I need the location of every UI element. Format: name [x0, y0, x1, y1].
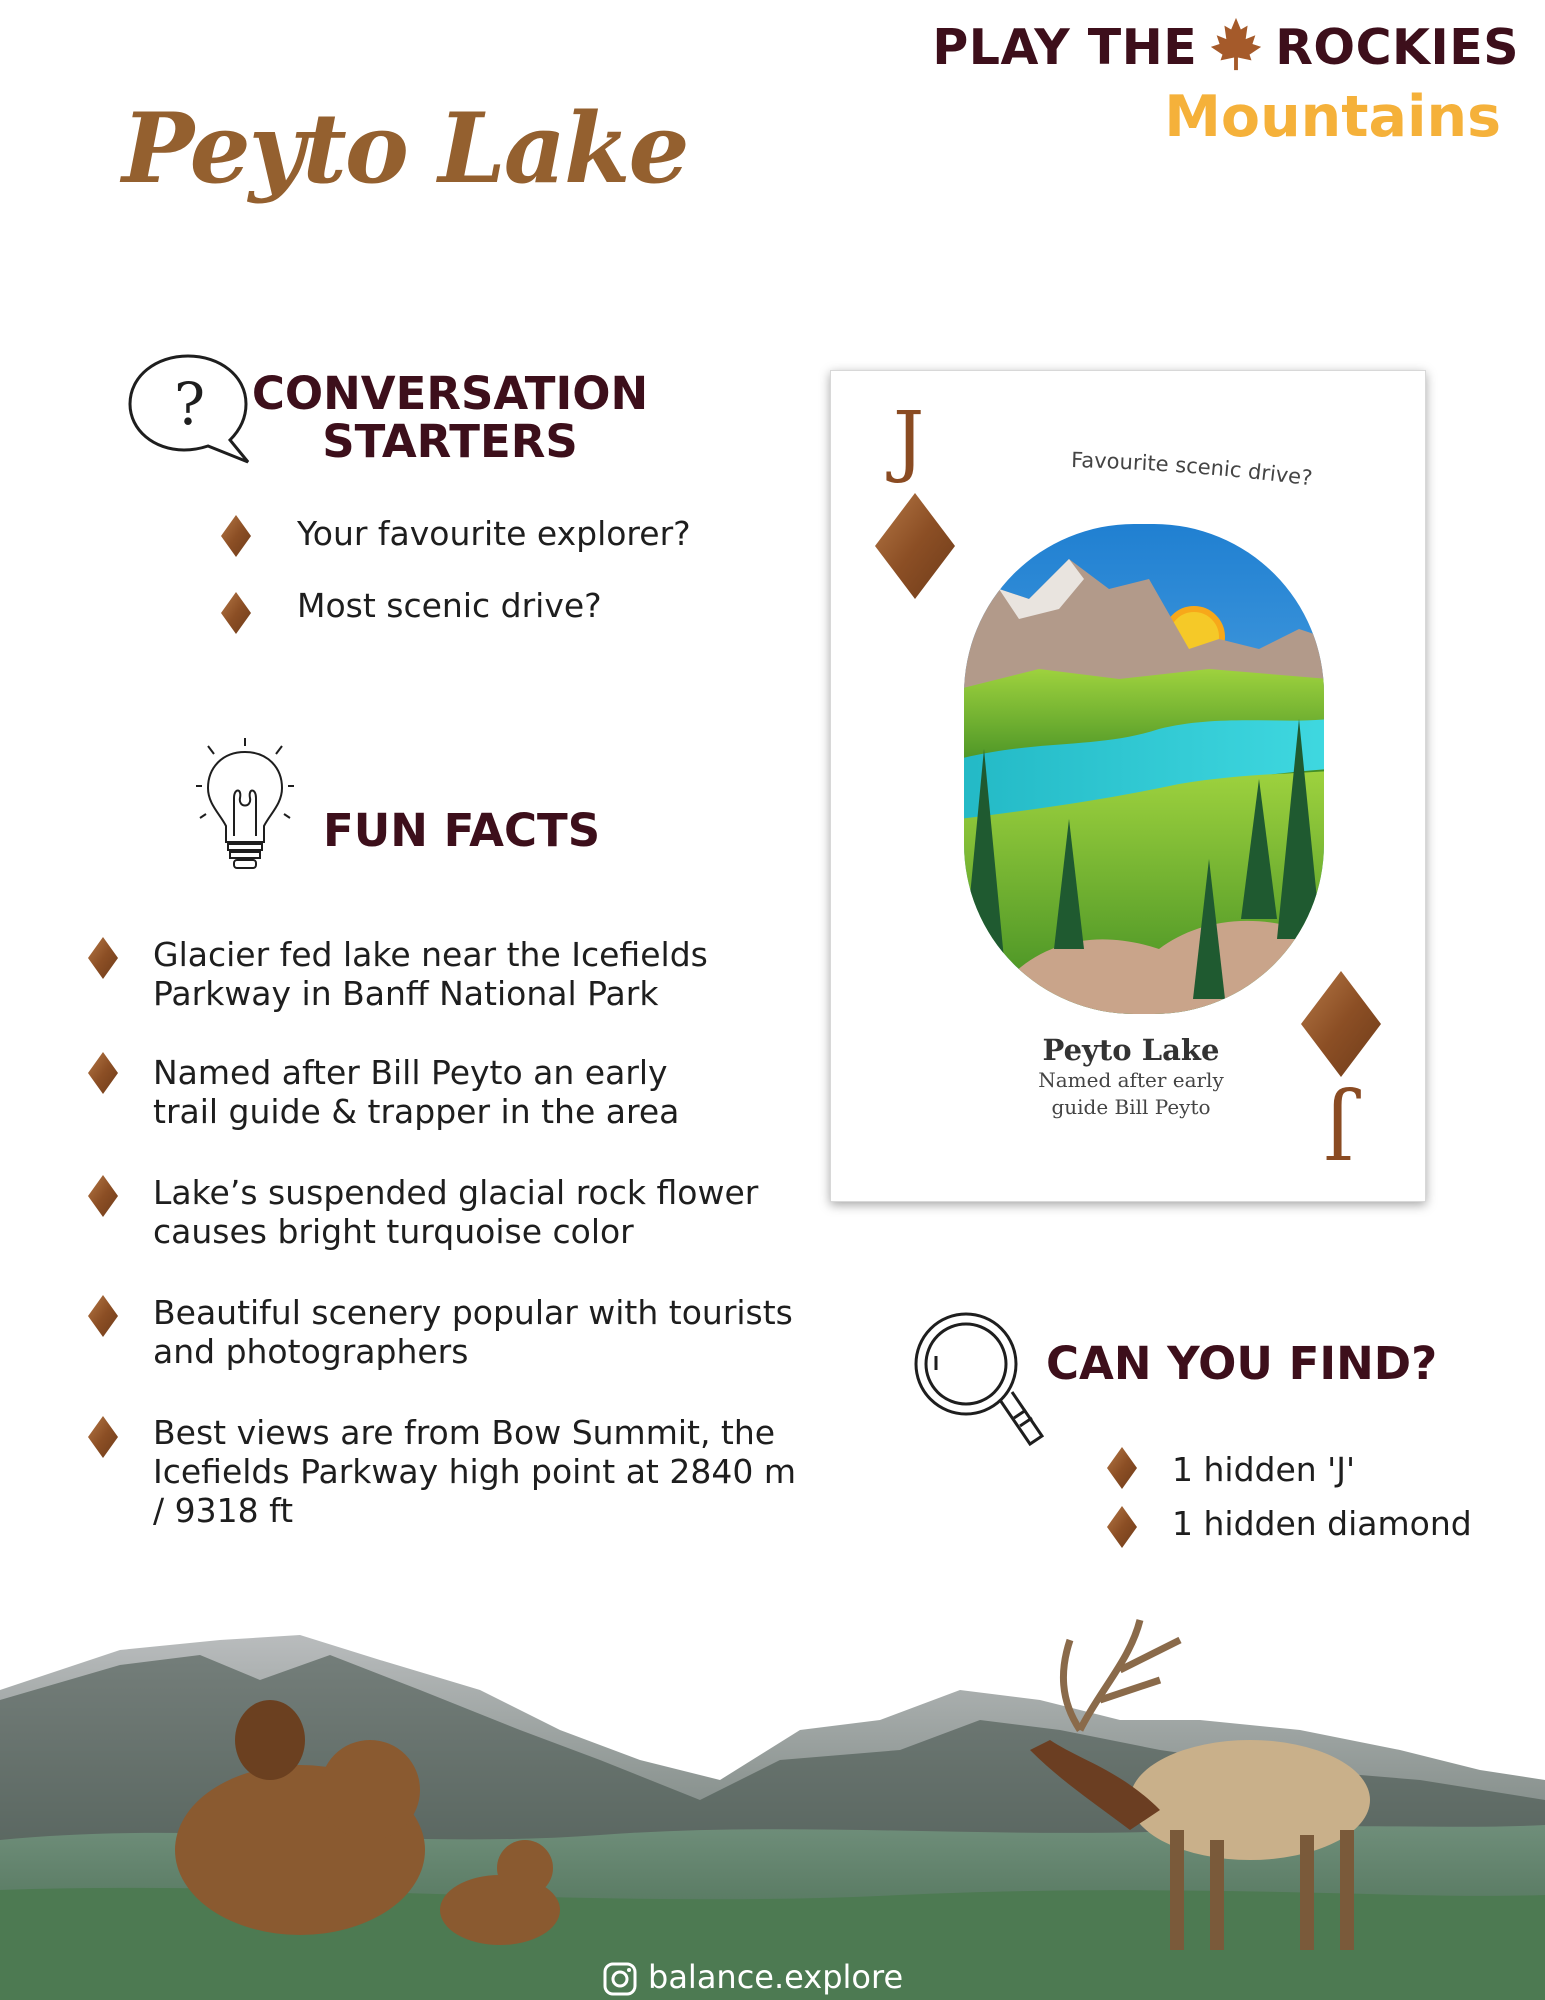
list-item: 1 hidden 'J': [1172, 1450, 1356, 1489]
page-title: Peyto Lake: [122, 92, 688, 205]
diamond-bullet-icon: [1107, 1506, 1137, 1548]
instagram-handle[interactable]: balance.explore: [648, 1958, 904, 1996]
card-rank-top: J: [893, 396, 925, 486]
brand-subtitle: Mountains: [1164, 84, 1501, 150]
diamond-bullet-icon: [88, 1052, 118, 1094]
diamond-bullet-icon: [88, 1416, 118, 1458]
list-item-line: Parkway in Banff National Park: [153, 974, 659, 1013]
list-item: [153, 1053, 679, 1131]
list-item-line: Glacier fed lake near the Icefields: [153, 935, 708, 974]
diamond-bullet-icon: [1107, 1447, 1137, 1489]
list-item-line: Best views are from Bow Summit, the: [153, 1413, 776, 1452]
lightbulb-icon: [196, 738, 294, 878]
list-item-line: Named after Bill Peyto an early: [153, 1053, 668, 1092]
card-caption-line: guide Bill Peyto: [1051, 1095, 1211, 1119]
brand-title: [919, 14, 1519, 76]
speech-bubble-question-icon: [126, 350, 260, 466]
find-heading: CAN YOU FIND?: [1046, 1337, 1438, 1390]
card-name: Peyto Lake: [1042, 1033, 1220, 1067]
diamond-bullet-icon: [88, 937, 118, 979]
list-item: Your favourite explorer?: [297, 514, 691, 553]
list-item-line: Beautiful scenery popular with tourists: [153, 1293, 793, 1332]
brand-right: ROCKIES: [1275, 19, 1519, 76]
svg-text:Favourite scenic drive?: Favourite scenic drive?: [1070, 448, 1314, 491]
card-rank-bottom: J: [1323, 1084, 1355, 1174]
list-item: Most scenic drive?: [297, 586, 602, 625]
list-item-line: trail guide & trapper in the area: [153, 1092, 680, 1131]
diamond-bullet-icon: [88, 1175, 118, 1217]
list-item: [153, 935, 708, 1013]
card-caption-line: Named after early: [1038, 1068, 1224, 1092]
list-item: [153, 1293, 793, 1371]
instagram-icon[interactable]: [603, 1962, 637, 1996]
playing-card: [830, 370, 1426, 1202]
conversation-heading-line2: STARTERS: [322, 415, 578, 468]
diamond-suit-icon: [875, 493, 955, 599]
footer-bar: [0, 1954, 1545, 2000]
list-item-line: Lake’s suspended glacial rock flower: [153, 1173, 759, 1212]
list-item: [153, 1413, 796, 1530]
lake-landscape-illustration: [959, 519, 1329, 1019]
diamond-suit-icon: [1301, 971, 1381, 1077]
diamond-bullet-icon: [221, 515, 251, 557]
diamond-bullet-icon: [88, 1295, 118, 1337]
card-caption: [981, 1033, 1281, 1121]
diamond-bullet-icon: [221, 592, 251, 634]
conversation-heading-line1: CONVERSATION: [251, 367, 649, 420]
list-item: 1 hidden diamond: [1172, 1504, 1472, 1543]
fun-facts-heading: FUN FACTS: [323, 804, 601, 857]
brand-left: PLAY THE: [932, 19, 1198, 76]
list-item-line: causes bright turquoise color: [153, 1212, 634, 1251]
mountain-wildlife-illustration: [0, 1610, 1545, 1955]
list-item-line: / 9318 ft: [153, 1491, 294, 1530]
conversation-heading: [250, 367, 650, 468]
maple-leaf-icon: [1207, 14, 1265, 72]
list-item: [153, 1173, 758, 1251]
card-question: [1061, 431, 1401, 511]
magnifying-glass-icon: [910, 1308, 1046, 1464]
list-item-line: Icefields Parkway high point at 2840 m: [153, 1452, 796, 1491]
svg-text:?: ?: [174, 370, 206, 438]
list-item-line: and photographers: [153, 1332, 469, 1371]
